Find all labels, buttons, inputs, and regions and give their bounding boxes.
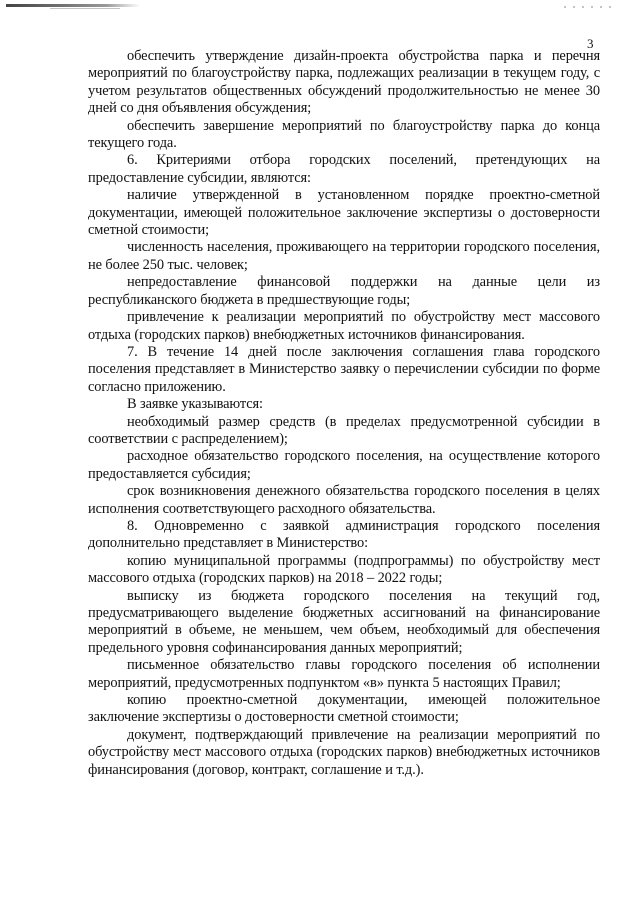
paragraph: документ, подтверждающий привлечение на реализации мероприятий по обустройству мест массового отдыха (городских парков) внебюджетных источников финансирования (договор, контракт, соглашение и т.д.). — [88, 726, 600, 778]
scan-artifact-top-right — [564, 6, 614, 8]
paragraph: В заявке указываются: — [127, 396, 263, 413]
paragraph: расходное обязательство городского поселения, на осуществление которого предоставляется субсидия; — [88, 448, 600, 482]
paragraph: наличие утвержденной в установленном порядке проектно-сметной документации, имеющей положительное заключение экспертизы о достоверности сметной стоимости; — [88, 187, 600, 239]
paragraph: 7. В течение 14 дней после заключения соглашения глава городского поселения представляет в Министерство заявку о перечислении субсидии по форме согласно приложению. — [88, 343, 600, 395]
paragraph: непредоставление финансовой поддержки на данные цели из республиканского бюджета в предшествующие годы; — [88, 274, 600, 308]
scan-artifact-top-left — [6, 4, 140, 7]
paragraph: 6. Критериями отбора городских поселений, претендующих на предоставление субсидии, являются: — [88, 152, 600, 186]
page-number: 3 — [587, 36, 594, 51]
paragraph: копию муниципальной программы (подпрограммы) по обустройству мест массового отдыха (городских парков) на 2018 – 2022 годы; — [88, 552, 600, 587]
paragraph: численность населения, проживающего на территории городского поселения, не более 250 тыс. человек; — [88, 239, 600, 273]
paragraph: копию проектно-сметной документации, имеющей положительное заключение экспертизы о достоверности сметной стоимости; — [88, 692, 600, 726]
document-body — [88, 48, 600, 779]
paragraph: 8. Одновременно с заявкой администрация городского поселения дополнительно представляет в Министерство: — [88, 517, 600, 552]
paragraph: письменное обязательство главы городского поселения об исполнении мероприятий, предусмотренных подпунктом «в» пункта 5 настоящих Правил; — [88, 657, 600, 691]
scan-artifact-line — [50, 8, 120, 9]
paragraph: обеспечить утверждение дизайн-проекта обустройства парка и перечня мероприятий по благоустройству парка, подлежащих реализации в текущем году, с учетом результатов общественных обсуждений продолжительностью не менее 30 дней со дня объявления обсуждения; — [88, 48, 600, 117]
paragraph: необходимый размер средств (в пределах предусмотренной субсидии в соответствии с распределением); — [88, 413, 600, 447]
paragraph: срок возникновения денежного обязательства городского поселения в целях исполнения соответствующего расходного обязательства. — [88, 483, 600, 517]
paragraph: выписку из бюджета городского поселения на текущий год, предусматривающего выделение бюджетных ассигнований на финансирование мероприятий в объеме, не меньшем, чем объем, необходимый для обеспечения предельного уровня софинансирования данных мероприятий; — [88, 587, 600, 656]
paragraph: привлечение к реализации мероприятий по обустройству мест массового отдыха (городских парков) внебюджетных источников финансирования. — [88, 309, 600, 343]
paragraph: обеспечить завершение мероприятий по благоустройству парка до конца текущего года. — [88, 117, 600, 152]
